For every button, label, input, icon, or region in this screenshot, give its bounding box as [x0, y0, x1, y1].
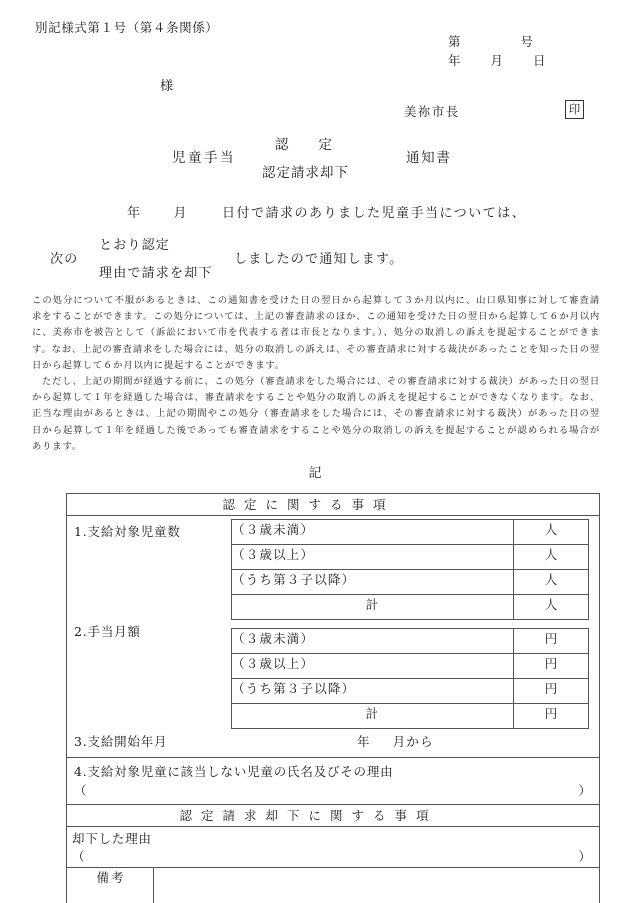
item4-paren-open: （ [74, 783, 87, 798]
item1-row3-unit: 人 [514, 595, 589, 620]
date-year-label: 年 [448, 53, 461, 68]
title-notice-word: 通知書 [406, 150, 452, 166]
doc-number-prefix: 第 [448, 34, 461, 49]
list-item [232, 654, 589, 679]
doc-number-suffix: 号 [520, 34, 534, 49]
item1-row1-unit: 人 [514, 545, 589, 570]
clause-next: 次の [50, 252, 79, 267]
date-month-label: 月 [490, 53, 504, 68]
item3-label: 3.支給開始年月 [74, 734, 168, 749]
reject-reason-row [67, 827, 599, 867]
addressee-honorific: 様 [160, 79, 174, 94]
item4-cell [67, 758, 600, 805]
list-item [232, 629, 589, 654]
item1-group [67, 516, 599, 620]
table-row [67, 516, 600, 758]
item2-row0-unit: 円 [514, 629, 589, 654]
table-row [67, 758, 600, 805]
list-item [232, 679, 589, 704]
clause-option-reject: 理由で請求を却下 [99, 266, 213, 281]
document-date-line [448, 51, 546, 69]
item1-cell [67, 516, 600, 758]
title-option-certify: 認 定 [275, 137, 333, 153]
item3-month-label: 月から [392, 734, 434, 749]
item2-row3-unit: 円 [514, 704, 589, 729]
reject-paren-close: ） [578, 849, 591, 864]
legal-notice-block [32, 293, 600, 455]
table-row [67, 805, 600, 827]
item2-inner-table [231, 628, 589, 729]
list-item [232, 545, 589, 570]
item3-value [357, 732, 434, 750]
reject-reason-cell [67, 827, 600, 868]
intro-month-label: 月 [173, 206, 189, 221]
item2-row2-label: （うち第３子以降） [232, 679, 514, 704]
remarks-cell [67, 868, 600, 903]
list-item [232, 704, 589, 729]
intro-year-label: 年 [127, 206, 142, 221]
item2-row0-label: （３歳未満） [232, 629, 514, 654]
form-number-label: 別記様式第１号（第４条関係） [35, 20, 219, 35]
title-benefit-name: 児童手当 [172, 150, 236, 166]
item1-inner-table [231, 519, 589, 620]
item2-row1-label: （３歳以上） [232, 654, 514, 679]
remarks-row [67, 868, 599, 903]
seal-stamp-box: 印 [565, 100, 584, 119]
note-heading: 記 [308, 466, 322, 481]
legal-paragraph-2: ただし、上記の期間が経過する前に、この処分（審査請求をした場合には、その審査請求に対する裁決）があった日の翌日から起算して１年を経過した場合は、審査請求をすることや処分の取消しの訴えを提起することができなくなります。なお、正当な理由があるときは、上記の期間やこの処分（審査請求をした場合には、その審査請求に対する裁決）があった日の翌日から起算して１年を経過した後であっても審査請求をすることや処分の取消しの訴えを提起することが認められる場合があります。 [32, 376, 600, 452]
date-day-label: 日 [533, 53, 546, 68]
item4-paren-close: ） [578, 783, 591, 798]
item2-label: 2.手当月額 [74, 624, 141, 639]
list-item [232, 520, 589, 545]
item1-row3-label: 計 [232, 595, 514, 620]
item1-row2-unit: 人 [514, 570, 589, 595]
section-header-rejection: 認定請求却下に関する事項 [67, 805, 600, 827]
item1-label: 1.支給対象児童数 [74, 524, 181, 539]
item3-row [67, 726, 599, 757]
item4-label: 4.支給対象児童に該当しない児童の氏名及びその理由 [74, 764, 394, 779]
legal-paragraph-1: この処分について不服があるときは、この通知書を受けた日の翌日から起算して３か月以内に、山口県知事に対して審査請求をすることができます。この処分については、上記の審査請求のほか、この通知を受けた日の翌日から起算して６か月以内に、美祢市を被告として（訴訟において市を代表する者は市長となります。）、処分の取消しの訴えを提起することができます。なお、上記の審査請求をした場合には、処分の取消しの訴えは、その審査請求に対する裁決があったことを知った日の翌日から起算して６か月以内に提起することができます。 [32, 295, 600, 371]
item2-row1-unit: 円 [514, 654, 589, 679]
item2-group [67, 620, 599, 726]
remarks-label: 備考 [67, 868, 154, 903]
reject-paren-open: （ [72, 849, 85, 864]
item3-year-label: 年 [357, 734, 371, 749]
intro-sentence [127, 202, 526, 221]
item2-row3-label: 計 [232, 704, 514, 729]
certification-table [66, 493, 600, 903]
reject-reason-label: 却下した理由 [72, 831, 152, 846]
item1-row0-label: （３歳未満） [232, 520, 514, 545]
clause-tail: しましたので通知します。 [234, 252, 404, 267]
issuer-name: 美祢市長 [404, 104, 460, 119]
title-option-reject: 認定請求却下 [262, 165, 349, 181]
item1-row2-label: （うち第３子以降） [232, 570, 514, 595]
item2-row2-unit: 円 [514, 679, 589, 704]
table-row [67, 827, 600, 868]
clause-option-certify: とおり認定 [99, 238, 171, 253]
list-item [232, 570, 589, 595]
item1-row0-unit: 人 [514, 520, 589, 545]
intro-rest-text: 日付で請求のありました児童手当については、 [222, 206, 527, 221]
list-item [232, 595, 589, 620]
remarks-input-area[interactable] [154, 868, 600, 903]
item1-row1-label: （３歳以上） [232, 545, 514, 570]
table-row [67, 868, 600, 903]
document-number-line [448, 32, 533, 50]
item4-row [67, 758, 599, 804]
section-header-certification: 認定に関する事項 [67, 494, 600, 516]
table-row [67, 494, 600, 516]
